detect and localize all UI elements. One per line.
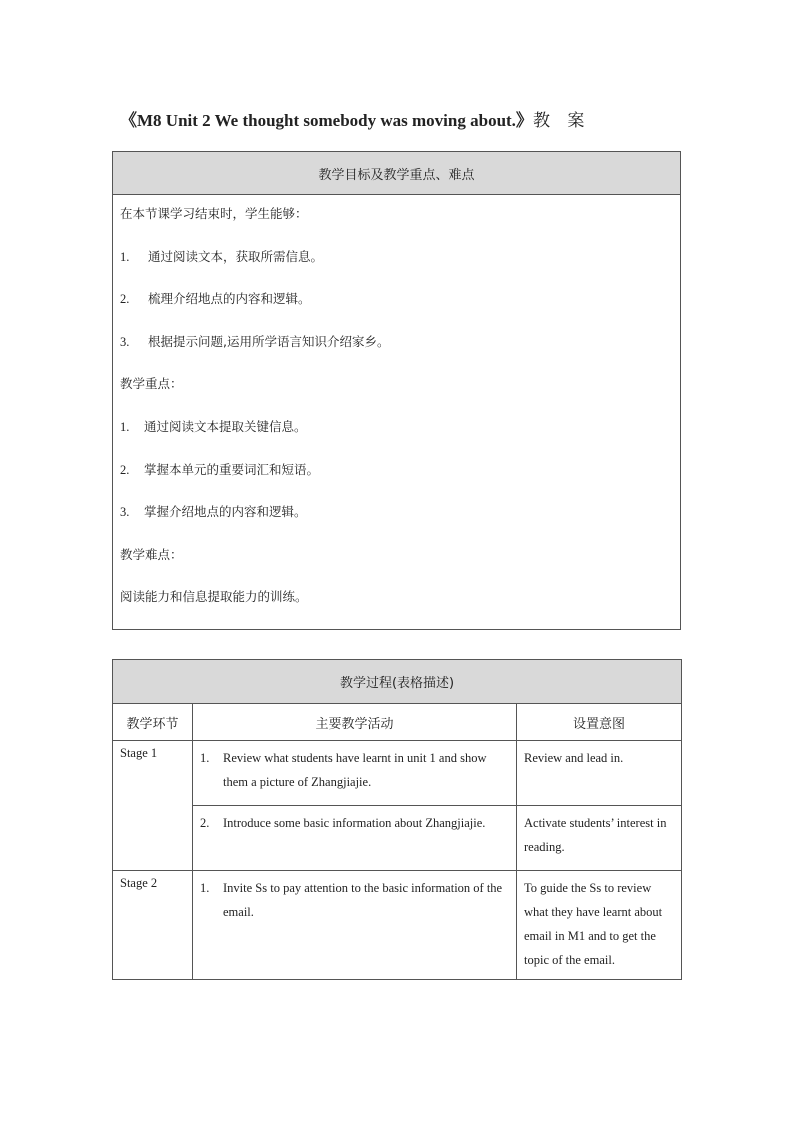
- intent-cell: To guide the Ss to review what they have learnt about email in M1 and to get the topic of the email.: [517, 871, 682, 980]
- goal-number: 3.: [120, 334, 130, 349]
- activity-number: 1.: [200, 751, 210, 765]
- stage-cell: Stage 1: [113, 741, 193, 871]
- goal-item: [120, 288, 680, 331]
- goal-text: 梳理介绍地点的内容和逻辑。: [148, 291, 311, 307]
- objectives-header: 教学目标及教学重点、难点: [113, 152, 681, 195]
- key-point-item: [120, 501, 680, 544]
- activity-number: 1.: [200, 881, 210, 895]
- column-header-activity: 主要教学活动: [193, 704, 517, 741]
- key-point-number: 1.: [120, 419, 130, 434]
- activity-number: 2.: [200, 816, 210, 830]
- activity-cell: [193, 871, 517, 980]
- process-table: [112, 659, 682, 980]
- stage-cell: Stage 2: [113, 871, 193, 980]
- difficulty-label: 教学难点：: [120, 546, 183, 562]
- goal-number: 1.: [120, 249, 130, 264]
- objectives-table: [112, 151, 681, 630]
- activity-cell: [193, 741, 517, 806]
- document-title: [120, 106, 720, 131]
- intent-cell: Activate students’ interest in reading.: [517, 806, 682, 871]
- goal-text: 根据提示问题,运用所学语言知识介绍家乡。: [148, 333, 390, 349]
- goal-text: 通过阅读文本，获取所需信息。: [148, 248, 324, 264]
- key-point-number: 2.: [120, 462, 130, 477]
- key-point-text: 掌握介绍地点的内容和逻辑。: [144, 504, 307, 520]
- key-points-label: 教学重点：: [120, 376, 183, 392]
- key-point-text: 通过阅读文本提取关键信息。: [144, 418, 307, 434]
- process-header: 教学过程(表格描述): [113, 660, 682, 704]
- objectives-body: [113, 195, 681, 630]
- intent-cell: Review and lead in.: [517, 741, 682, 806]
- difficulty-text: 阅读能力和信息提取能力的训练。: [120, 589, 308, 605]
- key-point-number: 3.: [120, 505, 130, 520]
- table-row: [113, 741, 682, 806]
- objectives-intro: 在本节课学习结束时，学生能够：: [120, 206, 308, 221]
- activity-text: Invite Ss to pay attention to the basic information of the email.: [223, 881, 503, 919]
- title-english: 《M8 Unit 2 We thought somebody was moving about.》: [120, 111, 533, 130]
- activity-text: Review what students have learnt in unit 1 and show them a picture of Zhangjiajie.: [223, 751, 487, 789]
- key-point-text: 掌握本单元的重要词汇和短语。: [144, 461, 320, 477]
- column-header-intent: 设置意图: [517, 704, 682, 741]
- table-row: [113, 806, 682, 871]
- activity-cell: [193, 806, 517, 871]
- table-row: [113, 871, 682, 980]
- goal-item: [120, 331, 680, 374]
- activity-text: Introduce some basic information about Zhangjiajie.: [223, 816, 486, 830]
- title-chinese: 教 案: [532, 111, 591, 131]
- key-point-item: [120, 459, 680, 502]
- column-header-stage: 教学环节: [113, 704, 193, 741]
- key-point-item: [120, 416, 680, 459]
- goal-item: [120, 246, 680, 289]
- goal-number: 2.: [120, 292, 130, 307]
